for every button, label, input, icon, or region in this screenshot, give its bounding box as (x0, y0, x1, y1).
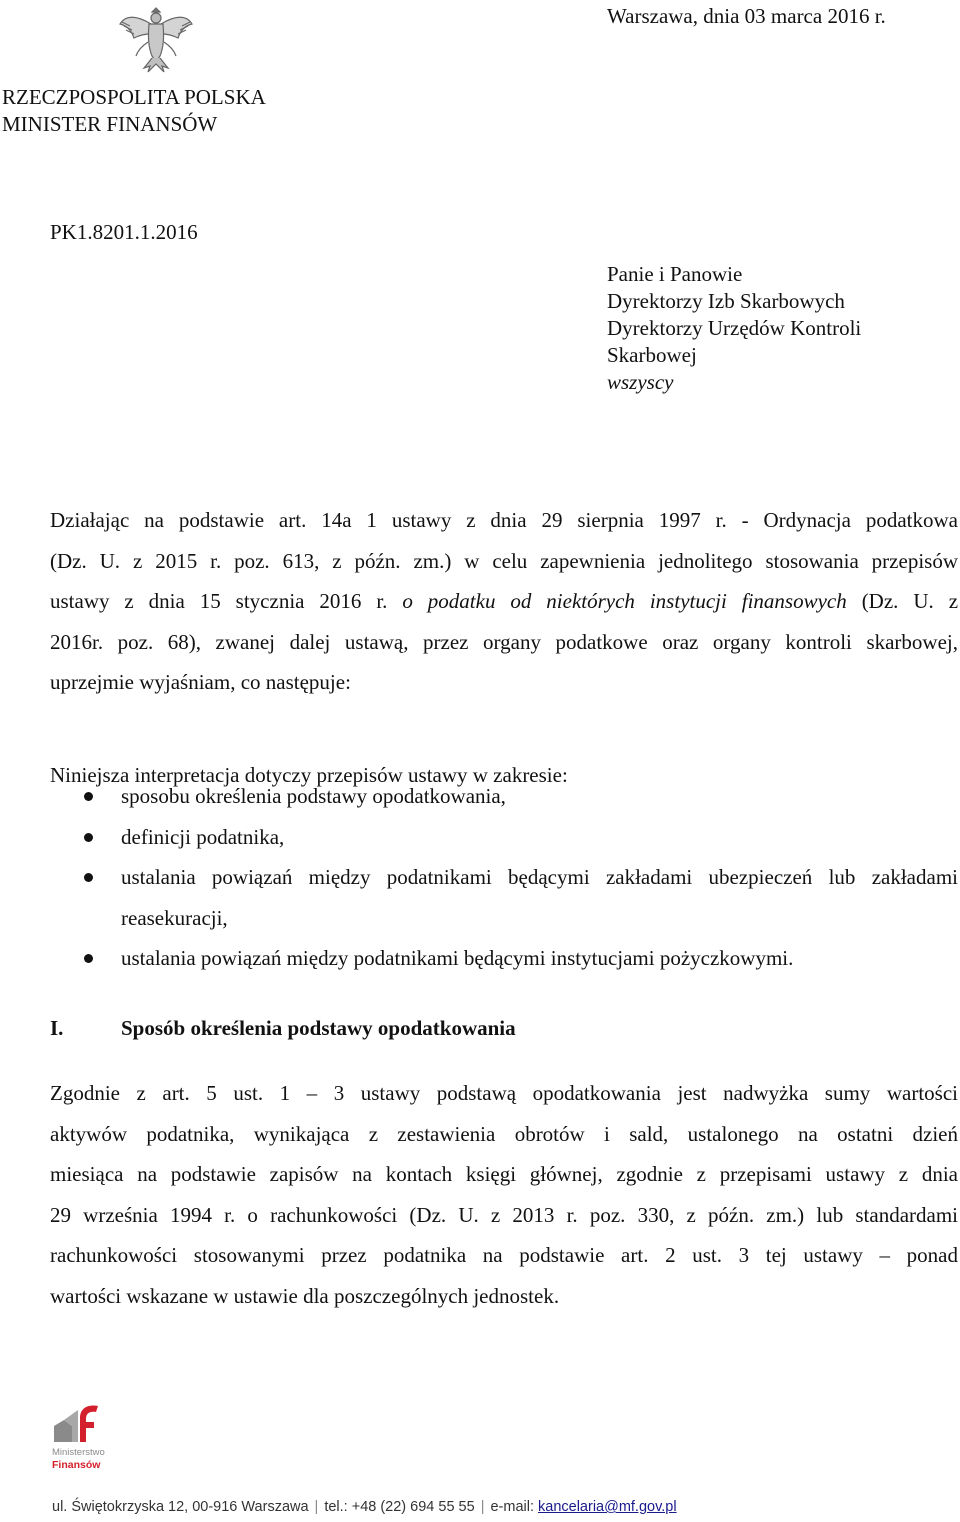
footer-contact (52, 1499, 677, 1515)
section-number: I. (50, 1016, 64, 1040)
sender-country: RZECZPOSPOLITA POLSKA (2, 85, 266, 109)
footer-email-link[interactable]: kancelaria@mf.gov.pl (538, 1499, 677, 1515)
reference-number: PK1.8201.1.2016 (50, 220, 198, 244)
paragraph-line (50, 581, 958, 622)
list-item (50, 817, 958, 858)
paragraph-line: wartości wskazane w ustawie dla poszczególnych jednostek. (50, 1283, 560, 1308)
addressee-line: Skarbowej (607, 343, 697, 367)
bullet-icon (84, 954, 93, 963)
addressee-line: wszyscy (607, 370, 674, 394)
paragraph-text: (Dz. U. z (846, 589, 959, 613)
letter-date: Warszawa, dnia 03 marca 2016 r. (607, 4, 886, 28)
paragraph-line: 29 września 1994 r. o rachunkowości (Dz. U. z 2013 r. poz. 330, z późn. zm.) lub standardami (50, 1202, 958, 1227)
sender-office: MINISTER FINANSÓW (2, 112, 218, 136)
footer-separator: | (314, 1499, 319, 1515)
addressee-line: Dyrektorzy Urzędów Kontroli (607, 316, 862, 340)
act-title: o podatku od niektórych instytucji finansowych (402, 589, 847, 613)
bullet-icon (84, 833, 93, 842)
footer-phone: tel.: +48 (22) 694 55 55 (324, 1499, 475, 1515)
list-item-text: sposobu określenia podstawy opodatkowania, (121, 784, 506, 808)
addressee-line: Dyrektorzy Izb Skarbowych (607, 289, 845, 313)
paragraph-line: 2016r. poz. 68), zwanej dalej ustawą, przez organy podatkowe oraz organy kontroli skarbowej, (50, 629, 958, 654)
list-item-text: definicji podatnika, (121, 824, 285, 849)
logo-text-line1: Ministerstwo (52, 1447, 105, 1458)
sender-block (2, 84, 266, 138)
paragraph-line: (Dz. U. z 2015 r. poz. 613, z późn. zm.) w celu zapewnienia jednolitego stosowania przepisów (50, 548, 958, 573)
bullet-icon (84, 873, 93, 882)
intro-paragraph (50, 500, 958, 703)
paragraph-line: Zgodnie z art. 5 ust. 1 – 3 ustawy podstawą opodatkowania jest nadwyżka sumy wartości (50, 1081, 958, 1105)
addressee-line: Panie i Panowie (607, 262, 743, 286)
addressee-block (607, 261, 861, 396)
paragraph-line: Działając na podstawie art. 14a 1 ustawy z dnia 29 sierpnia 1997 r. - Ordynacja podatkowa (50, 508, 958, 532)
section-heading (50, 1016, 516, 1041)
paragraph-line: uprzejmie wyjaśniam, co następuje: (50, 670, 351, 694)
list-item (50, 776, 958, 817)
scope-intro: Niniejsza interpretacja dotyczy przepisów ustawy w zakresie: (50, 763, 568, 787)
ministry-logo-icon (50, 1402, 130, 1474)
footer-address: ul. Świętokrzyska 12, 00-916 Warszawa (52, 1499, 309, 1515)
list-item-text: ustalania powiązań między podatnikami będącymi instytucjami pożyczkowymi. (121, 946, 794, 970)
bullet-icon (84, 792, 93, 801)
list-item (50, 938, 958, 979)
paragraph-line: miesiąca na podstawie zapisów na kontach księgi głównej, zgodnie z przepisami ustawy z dnia (50, 1162, 958, 1186)
eagle-emblem-icon (118, 2, 194, 74)
paragraph-line: rachunkowości stosowanymi przez podatnika na podstawie art. 2 ust. 3 tej ustawy – ponad (50, 1243, 958, 1267)
footer-separator: | (480, 1499, 485, 1515)
paragraph-line: aktywów podatnika, wynikająca z zestawienia obrotów i sald, ustalonego na ostatni dzień (50, 1121, 958, 1146)
section-title: Sposób określenia podstawy opodatkowania (121, 1016, 516, 1040)
logo-text-line2: Finansów (52, 1459, 101, 1471)
scope-list (50, 776, 958, 979)
basis-paragraph (50, 1073, 958, 1316)
paragraph-text: ustawy z dnia 15 stycznia 2016 r. (50, 589, 403, 613)
list-item (50, 857, 958, 938)
list-item-text: ustalania powiązań między podatnikami będącymi zakładami ubezpieczeń lub zakładami reasekuracji, (121, 865, 958, 930)
footer-email-label: e-mail: (490, 1499, 539, 1515)
